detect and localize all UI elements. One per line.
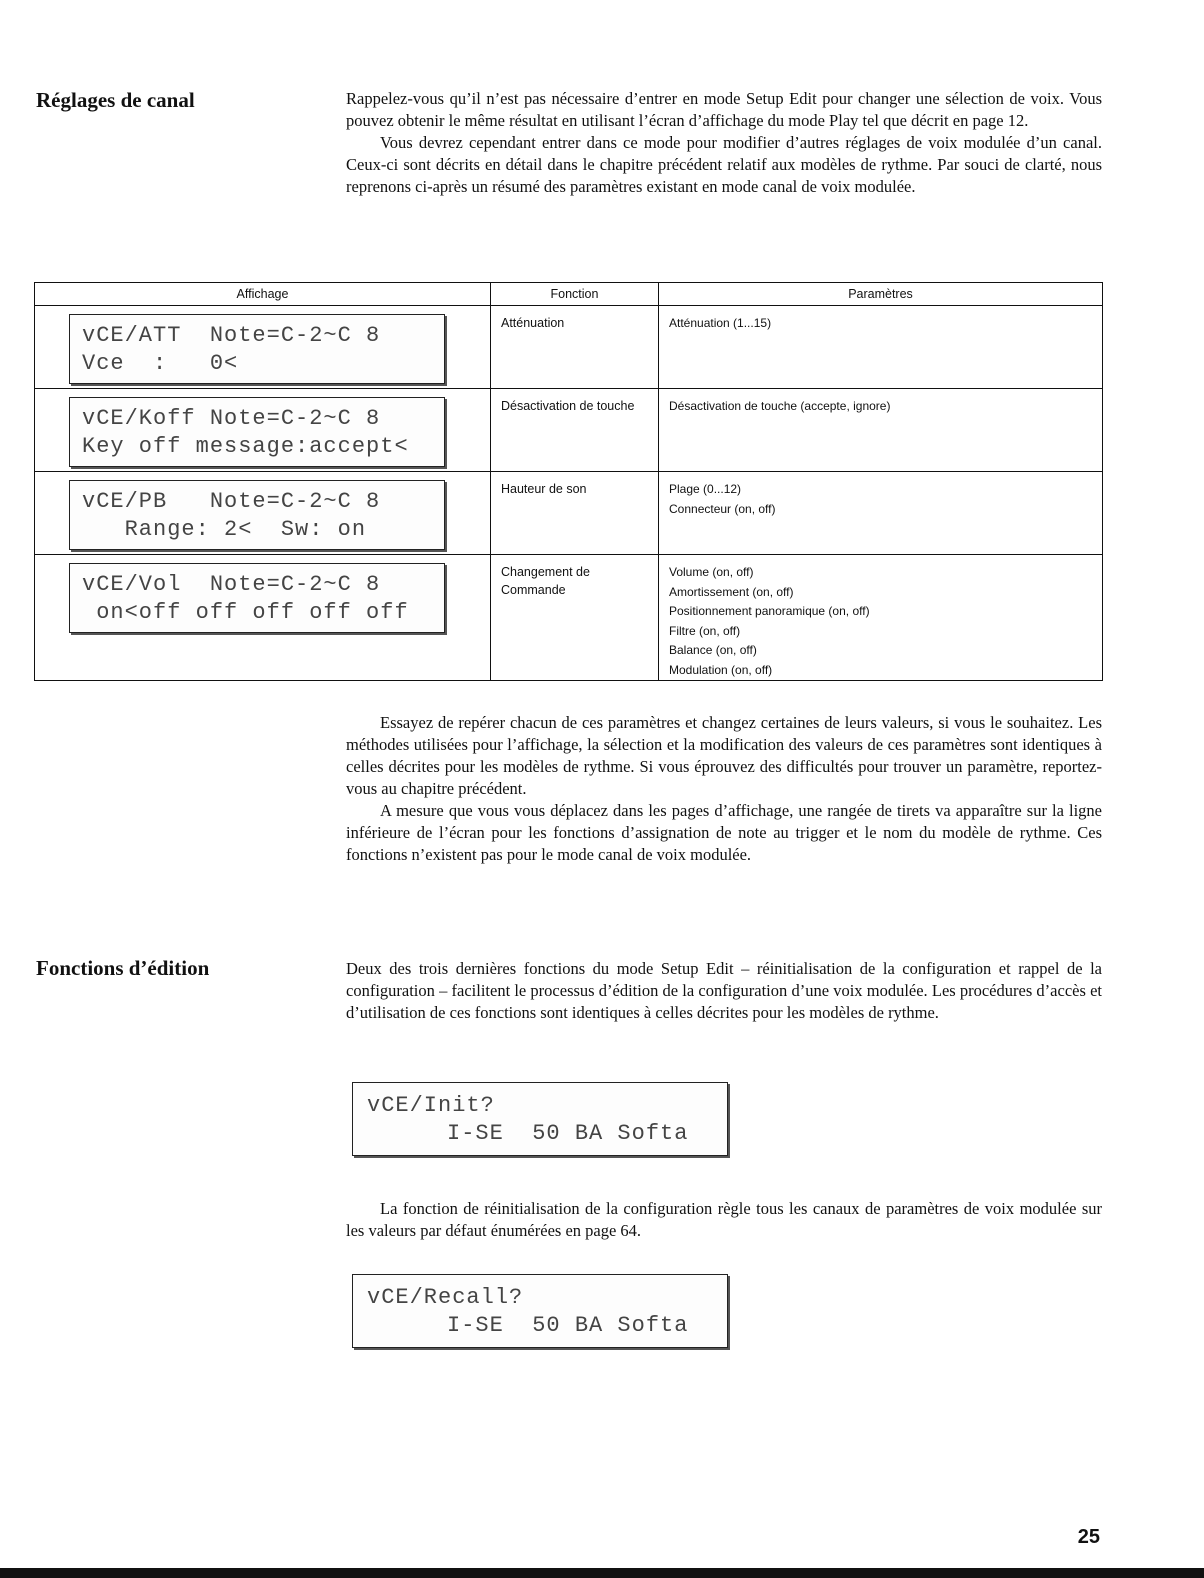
lcd-line: vCE/Init? — [367, 1093, 495, 1118]
paragraph: Deux des trois dernières fonctions du mode Setup Edit – réinitialisation de la configuration et rappel de la configuration – facilitent le processus d’édition de la configuration d’une voix modulée. Les procédures d’accès et d’utilisation de ces fonctions sont identiques à celles décrites pour les modèles de rythme. — [346, 959, 1102, 1022]
after-table-body — [346, 712, 1102, 866]
lcd-display-recall — [352, 1274, 728, 1348]
section-heading-fonctions-edition: Fonctions d’édition — [36, 956, 210, 980]
params-cell — [659, 389, 1103, 472]
section-heading-reglages: Réglages de canal — [36, 88, 195, 112]
paragraph: La fonction de réinitialisation de la configuration règle tous les canaux de paramètres de voix modulée sur les valeurs par défaut énumérées en page 64. — [346, 1199, 1102, 1240]
params-cell — [659, 555, 1103, 681]
section2-body — [346, 958, 1102, 1024]
lcd-line: vCE/Vol Note=C-2~C 8 — [82, 572, 381, 597]
params-cell — [659, 306, 1103, 389]
param-item: Connecteur (on, off) — [669, 501, 776, 516]
lcd-line: Range: 2< Sw: on — [82, 517, 367, 542]
lcd-display — [69, 397, 445, 467]
lcd-line: Vce : 0< — [82, 351, 239, 376]
display-cell — [35, 306, 491, 389]
display-cell — [35, 472, 491, 555]
param-item: Atténuation (1...15) — [669, 316, 772, 330]
lcd-display — [69, 563, 445, 633]
function-cell: Changement de Commande — [491, 555, 659, 681]
lcd-line: Key off message:accept< — [82, 434, 409, 459]
params-cell — [659, 472, 1103, 555]
table-row — [35, 389, 1103, 472]
table-row — [35, 472, 1103, 555]
display-cell — [35, 555, 491, 681]
param-item: Plage (0...12) — [669, 482, 742, 496]
param-item: Filtre (on, off) — [669, 623, 741, 638]
bottom-rule — [0, 1568, 1204, 1578]
lcd-line: vCE/ATT Note=C-2~C 8 — [82, 323, 381, 348]
display-cell — [35, 389, 491, 472]
lcd-line: vCE/Recall? — [367, 1285, 524, 1310]
column-header-parametres: Paramètres — [659, 283, 1103, 306]
paragraph: Essayez de repérer chacun de ces paramètres et changez certaines de leurs valeurs, si vous le souhaitez. Les méthodes utilisées pour l’affichage, la sélection et la modification des valeurs de ces paramètres sont identiques à celles décrites pour les modèles de rythme. Si vous éprouvez des difficultés pour trouver un paramètre, reportez-vous au chapitre précédent. — [346, 713, 1102, 798]
paragraph: A mesure que vous vous déplacez dans les pages d’affichage, une rangée de tirets va apparaître sur la ligne inférieure de l’écran pour les fonctions d’assignation de note au trigger et le nom du modèle de rythme. Ces fonctions n’existent pas pour le mode canal de voix modulée. — [346, 801, 1102, 864]
param-item: Volume (on, off) — [669, 565, 754, 579]
param-item: Amortissement (on, off) — [669, 584, 794, 599]
lcd-display — [69, 480, 445, 550]
init-description — [346, 1198, 1102, 1242]
section1-body — [346, 88, 1102, 198]
lcd-line: vCE/PB Note=C-2~C 8 — [82, 489, 381, 514]
lcd-line: I-SE 50 BA Softa — [447, 1313, 689, 1338]
lcd-line: vCE/Koff Note=C-2~C 8 — [82, 406, 381, 431]
param-item: Modulation (on, off) — [669, 662, 773, 677]
table-row — [35, 555, 1103, 681]
function-cell: Désactivation de touche — [491, 389, 659, 472]
lcd-display-init — [352, 1082, 728, 1156]
param-item: Désactivation de touche (accepte, ignore) — [669, 399, 891, 413]
param-item: Balance (on, off) — [669, 643, 757, 657]
paragraph: Vous devrez cependant entrer dans ce mode pour modifier d’autres réglages de voix modulée d’un canal. Ceux-ci sont décrits en détail dans le chapitre précédent relatif aux modèles de rythme. Par souci de clarté, nous reprenons ci-après un résumé des paramètres existant en mode canal de voix modulée. — [346, 133, 1102, 196]
page-number: 25 — [1077, 1526, 1100, 1548]
lcd-display — [69, 314, 445, 384]
function-cell: Atténuation — [491, 306, 659, 389]
param-item: Positionnement panoramique (on, off) — [669, 604, 870, 618]
table-row — [35, 306, 1103, 389]
lcd-line: on<off off off off off — [82, 600, 409, 625]
parameters-table — [34, 282, 1103, 681]
column-header-affichage: Affichage — [35, 283, 491, 306]
function-cell: Hauteur de son — [491, 472, 659, 555]
column-header-fonction: Fonction — [491, 283, 659, 306]
paragraph: Rappelez-vous qu’il n’est pas nécessaire d’entrer en mode Setup Edit pour changer une sélection de voix. Vous pouvez obtenir le même résultat en utilisant l’écran d’affichage du mode Play tel que décrit en page 12. — [346, 89, 1102, 130]
lcd-line: I-SE 50 BA Softa — [447, 1121, 689, 1146]
